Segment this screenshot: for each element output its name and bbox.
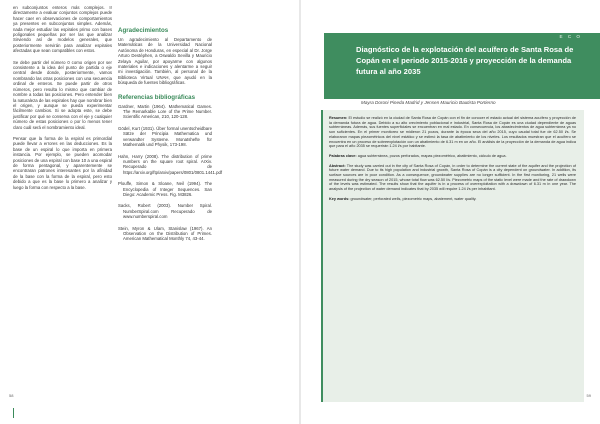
article-title: Diagnóstico de la explotación del acuífero de Santa Rosa de Copán en el periodo 2015-2016 y proyección de la demanda futura al año 2035: [356, 45, 574, 76]
reference-item: Plouffe, Simon & Sloane, Neil (1994). The Encyclopedia of Integer Sequences. San Diego: Academic Press. Fig. M3826.: [118, 181, 212, 197]
footer-rule: [13, 408, 16, 418]
acknowledgements-text: Un agradecimiento al Departamento de Matemáticas de la Universidad Nacional Autónoma de Honduras, en especial al Dr. Jorge Arturo Destéphen, a Oswaldo Sevilla y Mauricio Zelaya Aguilar, por apoyarme con algunos materiales e indicaciones y alentarme a seguir mi investigación. También, al personal de la Biblioteca Virtual UNAH, que ayudó en la búsqueda de fuentes bibliográficas.: [118, 37, 212, 86]
page-number-left: 58: [9, 393, 14, 398]
right-page: [301, 0, 600, 424]
left-column-2: [118, 5, 223, 248]
keywords-label: Key words:: [329, 196, 350, 201]
abstract-paragraph: [329, 164, 576, 192]
reference-item: Hahn, Harry (2008). The distribution of prime numbers on the square root spiral. ArXiv. Recuperado de https://arxiv.org/ftp/arxiv/papers/0801/0801.1441.pdf: [118, 153, 223, 175]
palabras-text: agua subterránea, pozos perforados, mapas piezométrico, abatimiento, cálculo de agua.: [357, 153, 507, 158]
acknowledgements-heading: Agradecimientos: [118, 27, 169, 34]
page-number-right: 59: [586, 393, 591, 398]
references-heading: Referencias bibliográficas: [118, 93, 196, 101]
left-page: [0, 0, 299, 424]
section-tag: E C O: [559, 34, 582, 39]
resumen-paragraph: [329, 116, 576, 149]
reference-item: Gardner, Martin (1964). Mathematical Games. The Remarkable Lore of the Prime Number. Scientific American, 210, 120-128.: [118, 103, 212, 120]
keywords-paragraph: [329, 197, 576, 202]
paragraph: Pensar que la forma de la espiral es primordial puede llevar a errores en las deducciones. Es la base de un espiral lo que importa en primera instancia. Por ejemplo, se pueden acomodar posiciones de una espiral con base 10 a una espiral de forma pentagonal, y aparentemente se encontraran patrones interesantes por la afinidad de la base con la forma de la espiral, pero esto debido a que es la base lo primero a analizar y luego la forma con respecto a la base.: [13, 135, 112, 190]
paragraph: Se debe partir del número 0 como origen por ser consistente a la idea del punto de partida o eje central desde donde, posteriormente, vamos nombrando las otras posiciones con una secuencia ordinal de enteros. Se puede partir de otros números, pero resulta lo mismo que cambiar de nombre a todas las posiciones. Pero entender bien la naturaleza de las espirales hay que nombrar bien el origen, y aunque se pueda experimentar fácilmente cambios. Si se adopta este, se debe justificar por qué se conserva con el eje y cualquier número de estas posiciones o por lo menos tener claro cuál será el nombramiento ideal.: [13, 59, 112, 130]
abstract-label: Abstract:: [329, 163, 346, 168]
left-column-1: [13, 5, 112, 196]
paragraph: en subconjuntos enteros más complejos. Ir directamente a evaluar conjuntos complejos puede hacer caer en observaciones de comportamientos ya presentes en subconjuntos simples. Además, nada mejor estudiar las espirales primo con bases poligonales pequeñas por ser las que analizar Sirviendo así de modelos generales, que posteriormente servirán para analizar espirales afectadas que sean compatibles con estos.: [13, 5, 112, 54]
reference-item: Gödel, Kurt (1931). Über formal unentscheidbare Sätze der Principia Mathematica und verwandter Systeme. Monatshefte für Mathematik und Physik, 173-198.: [118, 125, 212, 148]
resumen-text: El estudio se realizó en la ciudad de Santa Rosa de Copán con el fin de conocer el estado actual del sistema acuífero y proyección de la demanda futura de agua. Debido a su alto crecimiento poblacional e industrial, Santa Rosa de Copán es una ciudad dependiente de aguas subterráneas. Además, sus fuentes superficiales se encuentran en mal estado. En consecuencia, los abastecimientos de agua subterránea ya no son suficientes. En el primer monitoreo se midieron 21 pozos, durante la época seca del año 2015, cuyo caudal total fue de 62.50 l/s. Se elaboraron mapas piezométricos del nivel estático y se estimó la tasa de abatimiento de los niveles. Los resultados muestran que el acuífero se encuentra en un proceso de sobreexplotación con un abatimiento de 6.31 m en un año. El análisis de la proyección de la demanda de agua indica que para el año 2035 se requerirán 1.24 l/s por habitante.: [329, 116, 576, 149]
resumen-label: Resumen:: [329, 116, 348, 120]
article-authors: Mayra Doroni Pineda Madrid y Jensen Mauricio Bautista Portierno: [361, 100, 496, 105]
reference-item: Sacks, Robert (2003). Number Spiral. NumberSpiral.com Recuperado de www.numberspiral.com: [118, 203, 212, 220]
abstract-content: [329, 116, 576, 207]
palabras-paragraph: [329, 154, 576, 159]
reference-item: Stein, Myron & Ulam, Stanislaw (1967). An Observation on the Distribution of Primes. American Mathematical Monthly 74, 43-44.: [118, 225, 212, 242]
palabras-label: Palabras clave:: [329, 153, 357, 158]
keywords-text: groundwater, perforated wells, piezometric maps, abatement, water quality.: [350, 196, 477, 201]
abstract-text: The study was carried out in the city of Santa Rosa of Copán, in order to determine the current state of the aquifer and the projection of future water demand. Due to its high population and industrial growth, Santa Rosa of Copán is a city dependent on groundwater. In addition, its surface sources are in poor condition. As a consequence, groundwater supplies are no longer sufficient. In the first monitoring, 21 wells were measured during the dry season of 2015, whose total flow was 62.50 l/s. Piezometric maps of the static level were made and the rate of drawdown of the levels was estimated. The results show that the aquifer is in a process of overexploitation with a drawdown of 6.31 m in one year. The analysis of the projection of water demand indicates that by 2035 will require 1.24 l/s per inhabitant.: [329, 163, 576, 192]
